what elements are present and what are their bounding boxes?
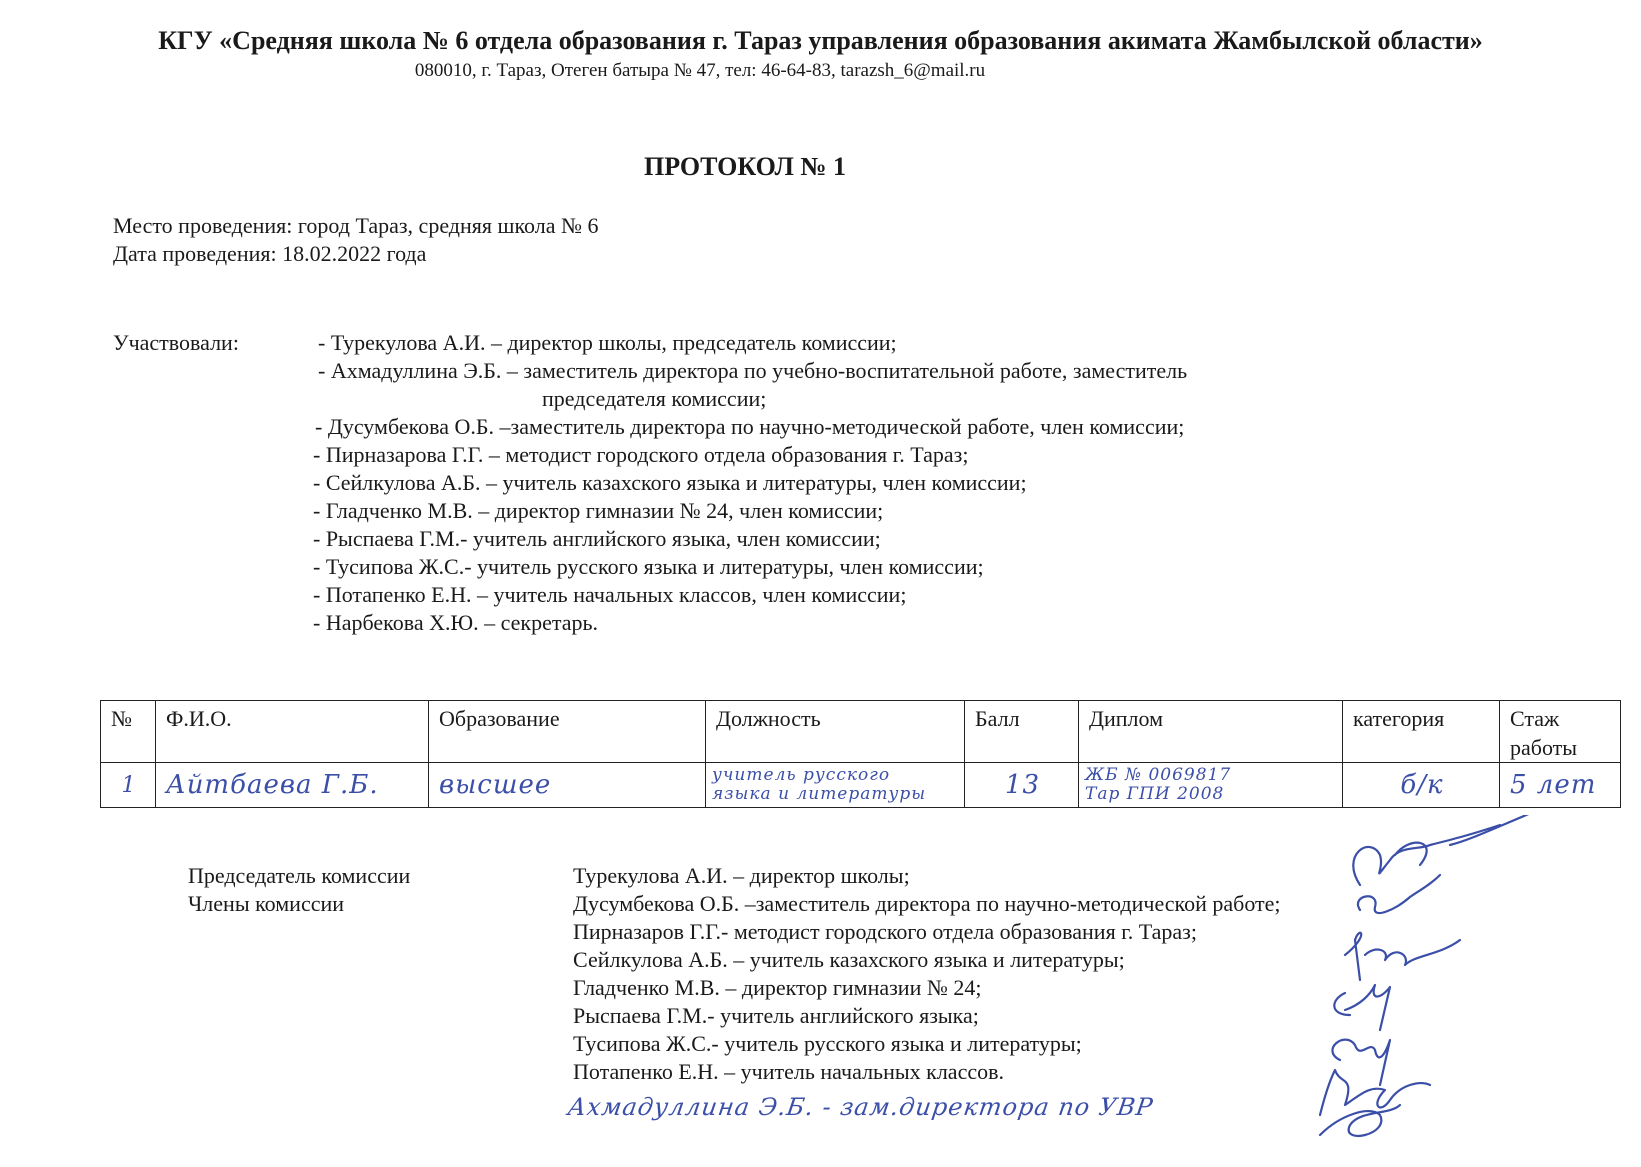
cell-education: высшее: [429, 763, 706, 808]
participant-line: - Сейлкулова А.Б. – учитель казахского языка и литературы, член комиссии;: [313, 470, 1027, 495]
protocol-title: ПРОТОКОЛ № 1: [643, 152, 847, 181]
candidates-table: [100, 700, 1621, 808]
commission-line: Дусумбекова О.Б. –заместитель директора по научно-методической работе;: [573, 891, 1281, 916]
participant-line: - Рыспаева Г.М.- учитель английского языка, член комиссии;: [313, 526, 881, 551]
signature-member-3: [1334, 985, 1390, 1030]
table-header-row: [101, 701, 1621, 763]
header-diploma: Диплом: [1079, 701, 1343, 763]
cell-diploma-line2: Тар ГПИ 2008: [1085, 784, 1225, 804]
participant-line: - Дусумбекова О.Б. –заместитель директора по научно-методической работе, член комиссии;: [315, 414, 1185, 439]
participant-line: - Нарбекова Х.Ю. – секретарь.: [313, 610, 599, 635]
signature-chair: [1353, 815, 1550, 885]
signature-member-5: [1320, 1070, 1430, 1115]
commission-line: Гладченко М.В. – директор гимназии № 24;: [573, 975, 982, 1000]
organization-address: 080010, г. Тараз, Отеген батыра № 47, тел: 46-64-83, tarazsh_6@mail.ru: [414, 60, 986, 81]
header-score: Балл: [965, 701, 1079, 763]
meeting-date: Дата проведения: 18.02.2022 года: [113, 241, 427, 266]
cell-position-line1: учитель русского: [712, 765, 891, 785]
members-label: Члены комиссии: [188, 891, 345, 916]
table-row: [101, 763, 1621, 808]
participant-line: - Турекулова А.И. – директор школы, председатель комиссии;: [318, 330, 897, 355]
participant-line: председателя комиссии;: [542, 386, 767, 411]
commission-line: Сейлкулова А.Б. – учитель казахского языка и литературы;: [573, 947, 1125, 972]
cell-diploma-line1: ЖБ № 0069817: [1085, 765, 1232, 785]
signature-member-6: [1320, 1105, 1400, 1136]
participants-label: Участвовали:: [113, 330, 239, 355]
header-experience: Стаж работы: [1500, 701, 1621, 763]
commission-line: Турекулова А.И. – директор школы;: [573, 863, 910, 888]
signatures-column: [1300, 815, 1600, 1145]
signature-member-1: [1358, 875, 1440, 913]
participant-line: - Тусипова Ж.С.- учитель русского языка и литературы, член комиссии;: [313, 554, 984, 579]
header-category: категория: [1343, 701, 1500, 763]
cell-experience: 5 лет: [1500, 763, 1621, 808]
participant-line: - Пирназарова Г.Г. – методист городского отдела образования г. Тараз;: [313, 442, 969, 467]
meeting-place: Место проведения: город Тараз, средняя школа № 6: [113, 213, 599, 238]
header-position: Должность: [706, 701, 965, 763]
cell-diploma: [1079, 763, 1343, 808]
organization-title: КГУ «Средняя школа № 6 отдела образования г. Тараз управления образования акимата Жамбылской области»: [158, 26, 1483, 55]
cell-position-line2: языка и литературы: [712, 784, 927, 804]
cell-number: 1: [101, 763, 156, 808]
participant-line: - Гладченко М.В. – директор гимназии № 24, член комиссии;: [313, 498, 884, 523]
commission-line: Тусипова Ж.С.- учитель русского языка и литературы;: [573, 1031, 1082, 1056]
header-education: Образование: [429, 701, 706, 763]
cell-fio: Айтбаева Г.Б.: [156, 763, 429, 808]
participant-line: - Ахмадуллина Э.Б. – заместитель директора по учебно-воспитательной работе, заместитель: [318, 358, 1188, 383]
commission-line: Пирназаров Г.Г.- методист городского отдела образования г. Тараз;: [573, 919, 1197, 944]
cell-score: 13: [965, 763, 1079, 808]
cell-position: [706, 763, 965, 808]
commission-line: Потапенко Е.Н. – учитель начальных классов.: [573, 1059, 1004, 1084]
handwritten-note: Ахмадуллина Э.Б. - зам.директора по УВР: [566, 1093, 1156, 1121]
participant-line: - Потапенко Е.Н. – учитель начальных классов, член комиссии;: [313, 582, 907, 607]
header-fio: Ф.И.О.: [156, 701, 429, 763]
header-number: №: [101, 701, 156, 763]
cell-category: б/к: [1343, 763, 1500, 808]
commission-line: Рыспаева Г.М.- учитель английского языка;: [573, 1003, 979, 1028]
chair-label: Председатель комиссии: [188, 863, 411, 888]
signature-member-2: [1345, 933, 1460, 980]
